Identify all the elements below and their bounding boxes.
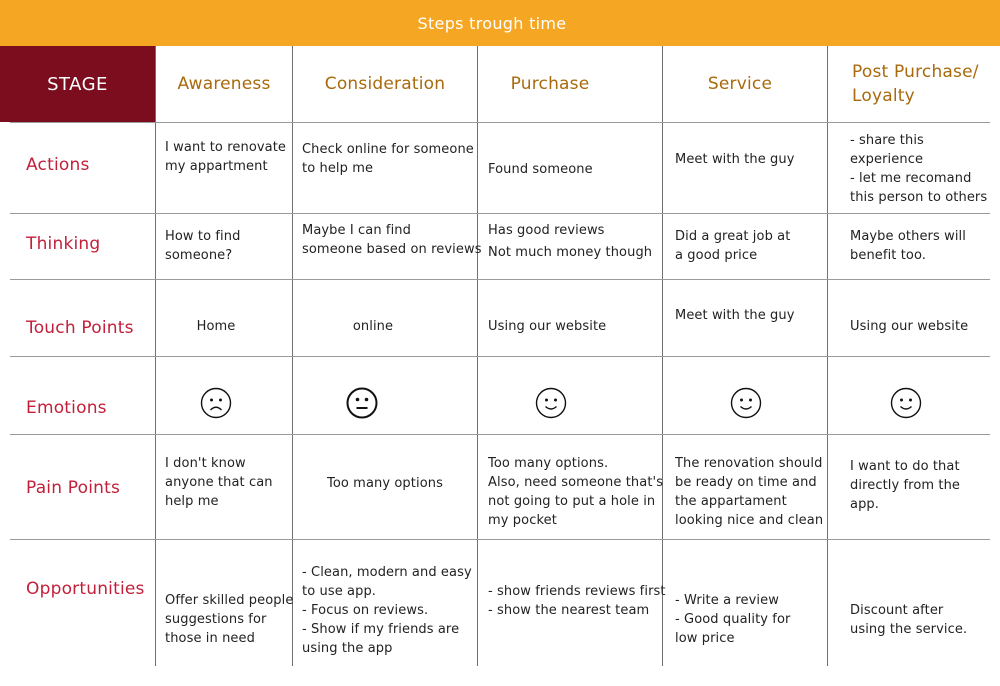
row-divider xyxy=(10,279,990,280)
cell-line: app. xyxy=(850,497,880,512)
opportunities-awareness-cell xyxy=(165,591,293,648)
touchpoints-consideration-cell xyxy=(293,317,453,336)
cell-line: Maybe others will xyxy=(850,229,966,244)
cell-line: using the service. xyxy=(850,622,968,637)
cell-line: - Clean, modern and easy xyxy=(302,565,472,580)
actions-awareness-cell xyxy=(165,138,286,176)
opportunities-purchase-cell xyxy=(488,582,666,620)
cell-line: a good price xyxy=(675,248,758,263)
cell-line: Home xyxy=(196,319,236,334)
cell-line: - Good quality for xyxy=(675,612,791,627)
cell-line: How to find xyxy=(165,229,241,244)
cell-line: - Show if my friends are xyxy=(302,622,460,637)
touchpoints-service-cell xyxy=(675,306,795,325)
cell-line: anyone that can xyxy=(165,475,273,490)
cell-line: The renovation should xyxy=(675,456,823,471)
actions-consideration-cell xyxy=(302,140,474,178)
cell-line: Offer skilled people xyxy=(165,593,294,608)
stage-service: Service xyxy=(707,74,773,94)
stage-loyalty-label: Loyalty xyxy=(852,86,915,106)
page-title: Steps trough time xyxy=(417,13,567,33)
cell-line: not going to put a hole in xyxy=(488,494,656,509)
cell-line: Check online for someone xyxy=(302,142,474,157)
thinking-awareness-cell xyxy=(165,227,240,265)
painpoints-consideration-cell xyxy=(293,474,477,493)
cell-line: Meet with the guy xyxy=(675,152,795,167)
cell-line: Meet with the guy xyxy=(675,308,795,323)
row-divider xyxy=(10,434,990,435)
row-label-opportunities: Opportunities xyxy=(26,579,145,599)
row-label-touch-points: Touch Points xyxy=(26,318,134,338)
happy-face-icon xyxy=(535,387,567,419)
actions-loyalty-cell xyxy=(850,131,987,207)
cell-line: those in need xyxy=(165,631,255,646)
cell-line: someone based on reviews xyxy=(302,242,482,257)
cell-line: I don't know xyxy=(165,456,246,471)
painpoints-awareness-cell xyxy=(165,454,273,511)
cell-line: benefit too. xyxy=(850,248,927,263)
stage-awareness: Awareness xyxy=(177,74,271,94)
row-divider xyxy=(10,356,990,357)
cell-line: Maybe I can find xyxy=(302,223,411,238)
cell-line: using the app xyxy=(302,641,393,656)
row-label-thinking: Thinking xyxy=(26,234,101,254)
thinking-loyalty-cell xyxy=(850,227,966,265)
cell-line: online xyxy=(352,319,394,334)
happy-face-icon xyxy=(730,387,762,419)
thinking-consideration-cell xyxy=(302,221,482,259)
cell-line: Did a great job at xyxy=(675,229,791,244)
thinking-service-cell xyxy=(675,227,790,265)
touchpoints-purchase-cell xyxy=(488,317,606,336)
actions-service-cell xyxy=(675,150,795,169)
cell-line: looking nice and clean xyxy=(675,513,824,528)
cell-line: Too many options xyxy=(327,476,443,491)
happy-face-icon xyxy=(890,387,922,419)
cell-line: Using our website xyxy=(850,319,969,334)
touchpoints-loyalty-cell xyxy=(850,317,968,336)
title-banner xyxy=(0,0,1000,46)
cell-line: I want to do that xyxy=(850,459,960,474)
row-divider xyxy=(10,213,990,214)
cell-line: the appartament xyxy=(675,494,787,509)
thinking-purchase-cell xyxy=(488,220,652,264)
cell-line: - show the nearest team xyxy=(488,603,650,618)
cell-line: Using our website xyxy=(488,319,607,334)
row-label-pain-points: Pain Points xyxy=(26,478,121,498)
cell-line: - show friends reviews first xyxy=(488,584,666,599)
cell-line: suggestions for xyxy=(165,612,267,627)
cell-line: - let me recomand xyxy=(850,171,972,186)
stage-purchase: Purchase xyxy=(510,74,590,94)
opportunities-consideration-cell xyxy=(302,563,472,658)
cell-line: this person to others xyxy=(850,190,988,205)
cell-line: to help me xyxy=(302,161,374,176)
cell-line: help me xyxy=(165,494,219,509)
cell-line: - share this xyxy=(850,133,924,148)
row-divider xyxy=(10,539,990,540)
cell-line: my pocket xyxy=(488,513,557,528)
cell-line: to use app. xyxy=(302,584,377,599)
cell-line: my appartment xyxy=(165,159,268,174)
opportunities-service-cell xyxy=(675,591,790,648)
cell-line: Too many options. xyxy=(488,456,609,471)
painpoints-loyalty-cell xyxy=(850,457,960,514)
cell-line: Discount after xyxy=(850,603,944,618)
row-label-actions: Actions xyxy=(26,155,90,175)
sad-face-icon xyxy=(200,387,232,419)
cell-line: experience xyxy=(850,152,924,167)
cell-line: someone? xyxy=(165,248,233,263)
stage-consideration: Consideration xyxy=(324,74,446,94)
stage-post-purchase-label: Post Purchase/ xyxy=(852,62,979,82)
painpoints-purchase-cell xyxy=(488,454,663,530)
cell-line: be ready on time and xyxy=(675,475,817,490)
cell-line: Has good reviews xyxy=(488,223,605,238)
painpoints-service-cell xyxy=(675,454,823,530)
row-label-emotions: Emotions xyxy=(26,398,107,418)
actions-purchase-cell xyxy=(488,160,593,179)
row-divider xyxy=(10,122,990,123)
cell-line: low price xyxy=(675,631,735,646)
cell-line: I want to renovate xyxy=(165,140,287,155)
cell-line: - Focus on reviews. xyxy=(302,603,429,618)
opportunities-loyalty-cell xyxy=(850,601,967,639)
stage-post-purchase-loyalty xyxy=(852,46,1000,122)
cell-line: Not much money though xyxy=(488,245,653,260)
touchpoints-awareness-cell xyxy=(156,317,276,336)
stage-header: STAGE xyxy=(0,46,155,122)
neutral-face-icon xyxy=(346,387,378,419)
cell-line: Also, need someone that's xyxy=(488,475,664,490)
cell-line: - Write a review xyxy=(675,593,779,608)
cell-line: directly from the xyxy=(850,478,961,493)
cell-line: Found someone xyxy=(488,162,593,177)
